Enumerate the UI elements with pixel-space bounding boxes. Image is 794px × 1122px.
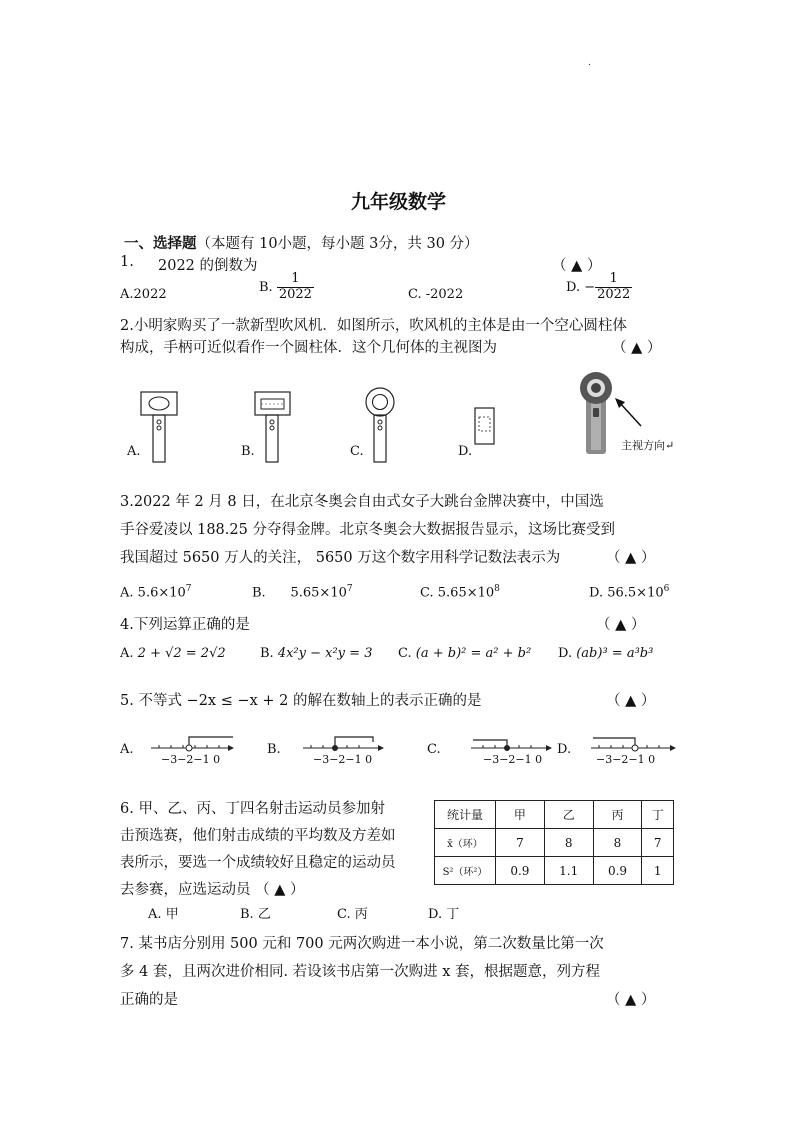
table-row bbox=[435, 829, 674, 857]
q4-option-a-label: A. bbox=[120, 646, 134, 661]
q7-line2: 多 4 套，且两次进价相同. 若设该书店第一次购进 x 套，根据题意，列方程 bbox=[120, 964, 601, 980]
table-cell: 8 bbox=[593, 829, 642, 857]
q4-option-b-label: B. bbox=[260, 646, 274, 661]
q5-option-b: B. bbox=[267, 742, 281, 757]
q7-answer-mark: （ ▲ ） bbox=[606, 992, 656, 1008]
q3-option-d-base: 56.5×10 bbox=[607, 585, 664, 601]
q3-option-a-label: A. bbox=[120, 585, 134, 601]
q6-option-d: D. 丁 bbox=[428, 907, 460, 922]
table-header-cell: 丙 bbox=[593, 801, 642, 829]
table-cell: 1 bbox=[642, 857, 674, 885]
q1-option-b-denominator: 2022 bbox=[278, 286, 312, 302]
table-cell: 0.9 bbox=[496, 857, 545, 885]
q1-option-a: A.2022 bbox=[120, 287, 167, 302]
q6-line2: 击预选赛，他们射击成绩的平均数及方差如 bbox=[120, 828, 396, 844]
q5-answer-mark: （ ▲ ） bbox=[606, 693, 656, 709]
q2-option-c: C. bbox=[350, 444, 364, 459]
corner-dot: . bbox=[588, 58, 591, 68]
table-cell: 1.1 bbox=[544, 857, 593, 885]
q7-line3: 正确的是 bbox=[120, 992, 178, 1008]
table-cell: 7 bbox=[642, 829, 674, 857]
table-header-cell: 甲 bbox=[496, 801, 545, 829]
q3-option-d bbox=[589, 584, 669, 600]
q1-option-b-label: B. bbox=[259, 279, 273, 295]
q2-line2: 构成，手柄可近似看作一个圆柱体．这个几何体的主视图为 bbox=[120, 340, 497, 356]
q4-option-a-expr: 2 + √2 = 2√2 bbox=[137, 646, 226, 661]
q1-option-c: C. -2022 bbox=[408, 287, 464, 302]
q5-axis-labels-a: −3−2−1 0 bbox=[161, 753, 221, 766]
table-row-label: x̄（环） bbox=[435, 829, 496, 857]
q4-option-c-label: C. bbox=[398, 646, 412, 661]
q1-text: 2022 的倒数为 bbox=[158, 258, 258, 274]
table-cell: 7 bbox=[496, 829, 545, 857]
q3-line2: 手谷爱凌以 188.25 分夺得金牌。北京冬奥会大数据报告显示，这场比赛受到 bbox=[120, 522, 615, 538]
q5-axis-labels-d: −3−2−1 0 bbox=[596, 753, 656, 766]
q3-line3: 我国超过 5650 万人的关注， 5650 万这个数字用科学记数法表示为 bbox=[120, 550, 561, 566]
q5-number-line-a bbox=[151, 737, 233, 751]
q6-option-b: B. 乙 bbox=[240, 907, 271, 922]
q4-option-d-expr: (ab)³ = a³b³ bbox=[576, 646, 654, 661]
q3-option-c-label: C. bbox=[420, 585, 434, 601]
q5-axis-labels-c: −3−2−1 0 bbox=[483, 753, 543, 766]
q1-number: 1. bbox=[120, 254, 134, 270]
q4-option-c-expr: (a + b)² = a² + b² bbox=[415, 646, 532, 661]
q3-option-d-label: D. bbox=[589, 585, 604, 601]
q3-option-b-exp: 7 bbox=[346, 584, 353, 594]
table-cell: 8 bbox=[544, 829, 593, 857]
q4-text: 4.下列运算正确的是 bbox=[120, 617, 250, 633]
q2-option-d: D. bbox=[458, 444, 473, 459]
table-header-cell: 乙 bbox=[544, 801, 593, 829]
q2-line1: 2.小明家购买了一款新型吹风机．如图所示，吹风机的主体是由一个空心圆柱体 bbox=[120, 318, 627, 334]
q3-option-b-label: B. bbox=[252, 585, 266, 601]
q7-line1: 7. 某书店分别用 500 元和 700 元两次购进一本小说，第二次数量比第一次 bbox=[120, 936, 604, 952]
q1-option-d-label: D. bbox=[566, 279, 581, 295]
q5-option-a: A. bbox=[120, 742, 134, 757]
q6-line4-text: 去参赛，应选运动员 bbox=[120, 882, 251, 898]
q3-line1: 3.2022 年 2 月 8 日，在北京冬奥会自由式女子大跳台金牌决赛中，中国选 bbox=[120, 494, 604, 510]
q6-stats-table bbox=[434, 800, 674, 885]
q3-option-a-exp: 7 bbox=[185, 584, 192, 594]
q5-axis-labels-b: −3−2−1 0 bbox=[313, 753, 373, 766]
q2-figure-a bbox=[141, 392, 177, 462]
q4-option-d-label: D. bbox=[558, 646, 573, 661]
q5-number-line-c bbox=[471, 740, 551, 751]
q6-option-a: A. 甲 bbox=[148, 907, 179, 922]
q1-option-d bbox=[566, 272, 632, 303]
q2-option-a: A. bbox=[127, 444, 141, 459]
q4-option-c bbox=[398, 646, 531, 661]
q3-option-c bbox=[420, 584, 500, 600]
q4-option-a bbox=[120, 646, 226, 661]
table-header-cell: 丁 bbox=[642, 801, 674, 829]
q1-option-d-numerator: 1 bbox=[595, 272, 632, 288]
q4-option-b-expr: 4x²y − x²y = 3 bbox=[277, 646, 373, 661]
q1-option-d-denominator: 2022 bbox=[597, 286, 631, 302]
q3-option-c-exp: 8 bbox=[494, 584, 500, 594]
q6-line4 bbox=[120, 878, 304, 899]
table-row-label: S²（环²） bbox=[435, 857, 496, 885]
q2-figure-b bbox=[255, 392, 290, 462]
table-header-cell: 统计量 bbox=[435, 801, 496, 829]
q6-option-c: C. 丙 bbox=[337, 907, 368, 922]
view-direction-label: 主视方向↵ bbox=[621, 439, 675, 452]
page-title: 九年级数学 bbox=[351, 191, 447, 213]
section-heading bbox=[124, 232, 479, 253]
q6-line3: 表所示，要选一个成绩较好且稳定的运动员 bbox=[120, 855, 396, 871]
q3-option-a bbox=[120, 584, 192, 600]
q5-number-line-b bbox=[303, 737, 383, 751]
q5-option-d: D. bbox=[557, 742, 572, 757]
section-heading-label: 一、选择题 bbox=[124, 236, 197, 252]
q3-option-c-base: 5.65×10 bbox=[437, 585, 495, 601]
q1-answer-mark: （ ▲ ） bbox=[552, 258, 602, 274]
q4-option-d bbox=[558, 646, 653, 661]
q5-option-c: C. bbox=[427, 742, 441, 757]
table-header-row bbox=[435, 801, 674, 829]
q4-option-b bbox=[260, 646, 372, 661]
q5-text: 5. 不等式 −2x ≤ −x + 2 的解在数轴上的表示正确的是 bbox=[120, 693, 482, 709]
q2-figure-c bbox=[366, 388, 394, 462]
q6-answer-mark: （ ▲ ） bbox=[255, 882, 305, 898]
q3-option-b bbox=[252, 584, 353, 600]
q3-option-a-base: 5.6×10 bbox=[137, 585, 186, 601]
q2-figure-d bbox=[475, 408, 494, 444]
q3-answer-mark: （ ▲ ） bbox=[606, 550, 656, 566]
q3-option-d-exp: 6 bbox=[663, 584, 670, 594]
q1-option-b bbox=[259, 272, 314, 303]
q1-option-b-numerator: 1 bbox=[277, 272, 314, 288]
q6-line1: 6. 甲、乙、丙、丁四名射击运动员参加射 bbox=[120, 801, 385, 817]
table-cell: 0.9 bbox=[593, 857, 642, 885]
q1-option-d-sign: − bbox=[584, 279, 596, 295]
q4-answer-mark: （ ▲ ） bbox=[596, 617, 646, 633]
q2-answer-mark: （ ▲ ） bbox=[612, 340, 662, 356]
q5-number-line-d bbox=[591, 738, 675, 751]
q2-figures bbox=[115, 372, 690, 467]
section-heading-note: （本题有 10小题，每小题 3分，共 30 分） bbox=[196, 236, 479, 252]
q3-option-b-base: 5.65×10 bbox=[290, 585, 347, 601]
table-row bbox=[435, 857, 674, 885]
q2-option-b: B. bbox=[241, 444, 255, 459]
